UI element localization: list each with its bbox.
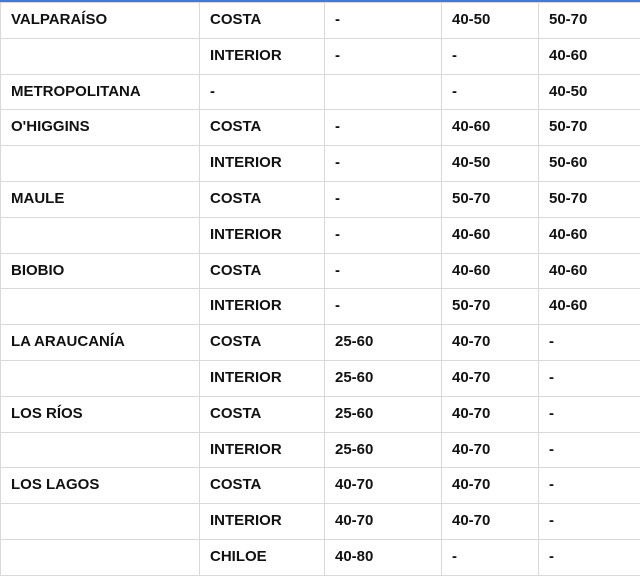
value-3-cell: 50-70 <box>539 3 640 39</box>
value-2-cell: - <box>442 38 539 74</box>
value-1-cell: 25-60 <box>325 325 442 361</box>
table-row <box>1 74 640 110</box>
zone-cell: INTERIOR <box>200 289 325 325</box>
value-3-cell: 40-60 <box>539 289 640 325</box>
table-row <box>1 181 640 217</box>
table-row <box>1 432 640 468</box>
region-cell <box>1 289 200 325</box>
zone-cell: COSTA <box>200 396 325 432</box>
value-1-cell <box>325 74 442 110</box>
value-3-cell: 40-60 <box>539 38 640 74</box>
value-3-cell: - <box>539 504 640 540</box>
table-row <box>1 146 640 182</box>
value-3-cell: - <box>539 468 640 504</box>
zone-cell: INTERIOR <box>200 38 325 74</box>
value-2-cell: 40-50 <box>442 146 539 182</box>
region-cell <box>1 504 200 540</box>
value-1-cell: 40-80 <box>325 539 442 575</box>
table-row <box>1 396 640 432</box>
value-1-cell: 40-70 <box>325 504 442 540</box>
region-cell <box>1 539 200 575</box>
value-2-cell: 40-70 <box>442 432 539 468</box>
value-1-cell: - <box>325 3 442 39</box>
region-cell: LOS RÍOS <box>1 396 200 432</box>
value-1-cell: 25-60 <box>325 360 442 396</box>
value-3-cell: - <box>539 396 640 432</box>
value-3-cell: 40-60 <box>539 253 640 289</box>
value-2-cell: 40-60 <box>442 217 539 253</box>
zone-cell: COSTA <box>200 110 325 146</box>
value-3-cell: - <box>539 360 640 396</box>
value-1-cell: 25-60 <box>325 396 442 432</box>
value-2-cell: 40-60 <box>442 110 539 146</box>
value-1-cell: - <box>325 146 442 182</box>
table-row <box>1 360 640 396</box>
region-cell: LOS LAGOS <box>1 468 200 504</box>
table-row <box>1 110 640 146</box>
zone-cell: INTERIOR <box>200 432 325 468</box>
table-row <box>1 217 640 253</box>
value-3-cell: 50-70 <box>539 110 640 146</box>
region-cell <box>1 38 200 74</box>
region-cell <box>1 360 200 396</box>
zone-cell: INTERIOR <box>200 360 325 396</box>
region-cell: BIOBIO <box>1 253 200 289</box>
value-2-cell: 40-60 <box>442 253 539 289</box>
table-row <box>1 253 640 289</box>
zone-cell: COSTA <box>200 181 325 217</box>
value-2-cell: - <box>442 74 539 110</box>
region-cell <box>1 217 200 253</box>
region-cell: VALPARAÍSO <box>1 3 200 39</box>
zone-cell: COSTA <box>200 468 325 504</box>
table-body <box>1 3 640 576</box>
zone-cell: COSTA <box>200 325 325 361</box>
zone-cell: INTERIOR <box>200 504 325 540</box>
value-1-cell: - <box>325 181 442 217</box>
zone-cell: COSTA <box>200 253 325 289</box>
value-1-cell: - <box>325 38 442 74</box>
value-2-cell: 50-70 <box>442 181 539 217</box>
region-cell <box>1 432 200 468</box>
region-cell: MAULE <box>1 181 200 217</box>
table-row <box>1 468 640 504</box>
zone-cell: - <box>200 74 325 110</box>
value-3-cell: - <box>539 325 640 361</box>
value-3-cell: 50-60 <box>539 146 640 182</box>
table-row <box>1 38 640 74</box>
value-2-cell: 40-50 <box>442 3 539 39</box>
value-2-cell: 40-70 <box>442 325 539 361</box>
value-2-cell: - <box>442 539 539 575</box>
value-3-cell: 50-70 <box>539 181 640 217</box>
table-row <box>1 325 640 361</box>
region-cell: LA ARAUCANÍA <box>1 325 200 361</box>
value-1-cell: - <box>325 253 442 289</box>
value-3-cell: - <box>539 539 640 575</box>
value-2-cell: 50-70 <box>442 289 539 325</box>
value-3-cell: 40-50 <box>539 74 640 110</box>
region-cell: METROPOLITANA <box>1 74 200 110</box>
value-1-cell: - <box>325 110 442 146</box>
zone-cell: COSTA <box>200 3 325 39</box>
value-1-cell: 40-70 <box>325 468 442 504</box>
zone-cell: INTERIOR <box>200 217 325 253</box>
value-1-cell: - <box>325 289 442 325</box>
region-values-table <box>0 2 640 576</box>
value-1-cell: 25-60 <box>325 432 442 468</box>
table-row <box>1 539 640 575</box>
value-3-cell: 40-60 <box>539 217 640 253</box>
region-cell: O'HIGGINS <box>1 110 200 146</box>
value-3-cell: - <box>539 432 640 468</box>
table-row <box>1 504 640 540</box>
value-2-cell: 40-70 <box>442 396 539 432</box>
table-row <box>1 3 640 39</box>
value-2-cell: 40-70 <box>442 360 539 396</box>
value-2-cell: 40-70 <box>442 504 539 540</box>
value-1-cell: - <box>325 217 442 253</box>
value-2-cell: 40-70 <box>442 468 539 504</box>
table-row <box>1 289 640 325</box>
zone-cell: INTERIOR <box>200 146 325 182</box>
zone-cell: CHILOE <box>200 539 325 575</box>
region-cell <box>1 146 200 182</box>
